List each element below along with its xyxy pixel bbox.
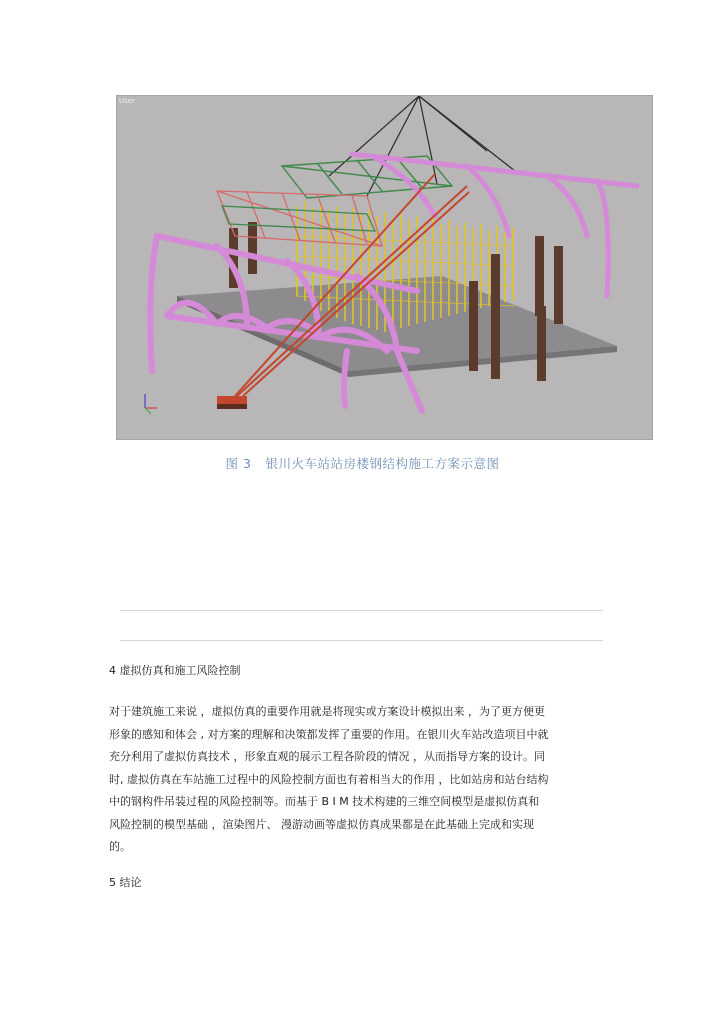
divider-top [120,610,603,611]
paragraph-line: 中的钢构件吊装过程的风险控制等。而基于 B I M 技术构建的三维空间模型是虚拟仿真和 [109,795,540,808]
figure-caption [0,454,725,472]
figure-number: 图 3 [225,456,252,471]
paragraph-line: 的。 [109,840,131,853]
paragraph-line: 风险控制的模型基础 ，渲染图片、 漫游动画等虚拟仿真成果都是在此基础上完成和实现 [109,817,534,831]
lifting-cables [329,96,515,196]
section-5-heading: 5 结论 [109,876,142,889]
roof-truss-red [217,191,382,246]
paragraph-line: 充分利用了虚拟仿真技术 ，形象直观的展示工程各阶段的情况 ，从而指导方案的设计。同 [109,750,545,763]
figure-title: 银川火车站站房楼钢结构施工方案示意图 [265,456,500,471]
paragraph-line: 对于建筑施工来说 ，虚拟仿真的重要作用就是将现实或方案设计模拟出来 ，为了更方便更 [109,705,545,718]
steel-structure-rendering [117,96,652,439]
paragraph-line: 形象的感知和体会 , 对方案的理解和决策都发挥了重要的作用。在银川火车站改造项目中就 [109,727,549,741]
divider-bottom [120,640,603,641]
section-4-heading: 4 虚拟仿真和施工风险控制 [109,664,241,677]
axis-gizmo [145,394,157,414]
paragraph-line: 时, 虚拟仿真在车站施工过程中的风险控制方面也有着相当大的作用 ，比如站房和站台结构 [109,772,549,786]
construction-scheme-figure [116,95,653,440]
section-4-paragraph [109,701,609,859]
viewport-label: User [119,97,135,105]
